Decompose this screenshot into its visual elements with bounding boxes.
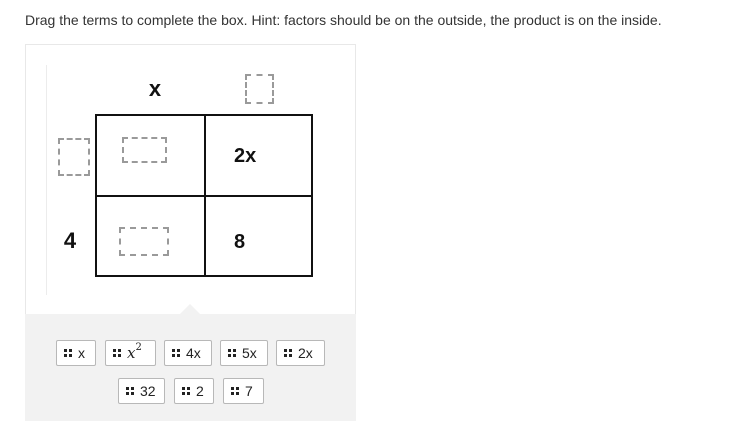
term-tile-5x[interactable]: [220, 340, 268, 366]
drag-handle-icon: [182, 387, 190, 395]
term-tile-2x[interactable]: [276, 340, 325, 366]
term-tile-2[interactable]: [174, 378, 214, 404]
tile-label: 32: [140, 383, 156, 399]
term-tile-7[interactable]: [223, 378, 264, 404]
grid-horizontal-line: [97, 195, 311, 197]
term-tile-x-squared[interactable]: [105, 340, 156, 366]
drop-zone-cell-top-left[interactable]: [122, 137, 167, 163]
cell-bottom-right-value: 8: [234, 231, 246, 253]
drag-handle-icon: [64, 349, 72, 357]
tile-label: $x^2$: [127, 342, 142, 362]
term-tray: [25, 314, 356, 421]
side-factor-4: 4: [63, 228, 77, 253]
term-tile-4x[interactable]: [164, 340, 212, 366]
tile-label: 7: [245, 383, 253, 399]
drag-handle-icon: [228, 349, 236, 357]
cell-top-right-value: 2x: [234, 145, 257, 167]
drag-handle-icon: [172, 349, 180, 357]
tile-label: 2: [196, 383, 204, 399]
tile-label: 2x: [298, 345, 313, 361]
drop-zone-side-factor[interactable]: [58, 138, 90, 176]
drop-zone-top-factor[interactable]: [245, 74, 274, 104]
drag-handle-icon: [126, 387, 134, 395]
top-factor-x: x: [148, 76, 162, 101]
drag-handle-icon: [231, 387, 239, 395]
tile-label: 4x: [186, 345, 201, 361]
drop-zone-cell-bottom-left[interactable]: [119, 227, 169, 256]
term-tile-x[interactable]: [56, 340, 96, 366]
term-tile-32[interactable]: [118, 378, 165, 404]
drag-handle-icon: [284, 349, 292, 357]
panel-divider: [46, 65, 47, 295]
instructions-text: Drag the terms to complete the box. Hint: factors should be on the outside, the product is on the inside.: [25, 12, 662, 28]
tray-notch: [180, 304, 200, 314]
tile-label: 5x: [242, 345, 257, 361]
tile-label: x: [78, 345, 85, 361]
drag-handle-icon: [113, 349, 121, 357]
